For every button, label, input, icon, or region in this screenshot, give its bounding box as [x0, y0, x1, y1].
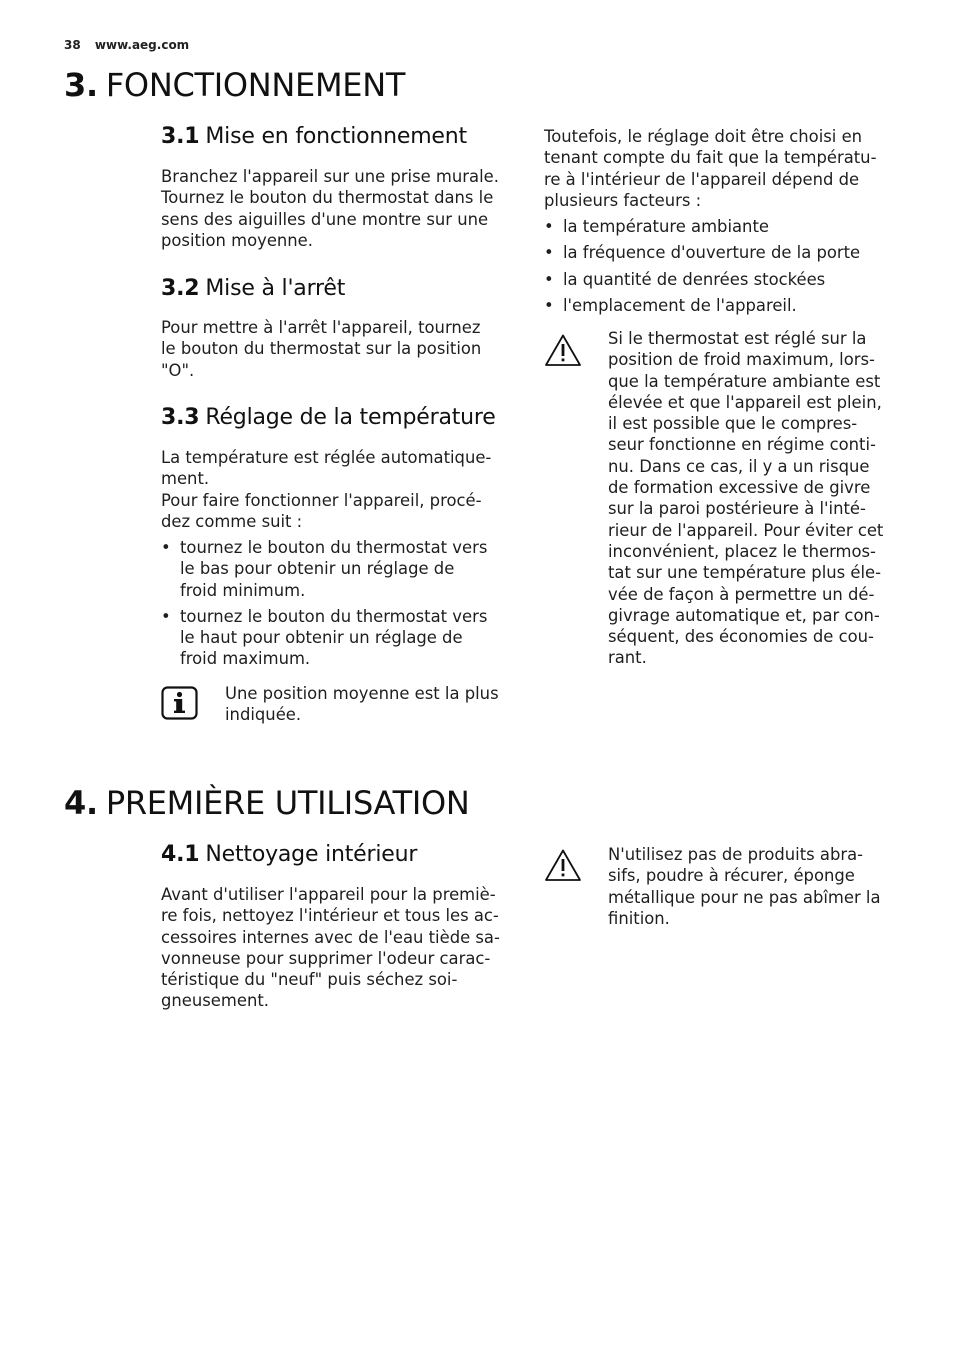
warning-line: inconvénient, placez le thermos-: [608, 541, 876, 561]
list-item-line: • tournez le bouton du thermostat vers: [180, 606, 488, 626]
subsection-3-3-heading-text: Réglage de la température: [205, 405, 496, 430]
subsection-4-1-heading-text: Nettoyage intérieur: [205, 842, 418, 867]
factors-bullet-list: [544, 216, 906, 321]
list-item-line: • tournez le bouton du thermostat vers: [180, 538, 488, 557]
warning-line: N'utilisez pas de produits abra-: [608, 845, 864, 864]
subsection-3-3-number: 3.3: [161, 405, 200, 430]
list-item: • la température ambiante: [544, 216, 906, 237]
temperature-factors-intro: [544, 126, 906, 211]
warning-line: rant.: [608, 648, 647, 668]
subsection-4-1-body: [161, 884, 521, 1012]
subsection-3-3-title: [161, 405, 521, 430]
section-4-number: 4.: [64, 784, 98, 822]
list-item: [161, 537, 521, 601]
info-icon: [161, 686, 198, 720]
subsection-3-2-body: [161, 317, 521, 381]
warning-line: seur fonctionne en régime conti-: [608, 435, 876, 455]
section-3-title: [64, 66, 405, 104]
body-line: le bouton du thermostat sur la position: [161, 339, 482, 359]
body-line: La température est réglée automatique-: [161, 448, 492, 467]
warning-line: Si le thermostat est réglé sur la: [608, 329, 867, 348]
thermostat-warning: [608, 328, 908, 669]
body-line: vonneuse pour supprimer l'odeur carac-: [161, 948, 491, 968]
list-item-line: froid maximum.: [180, 649, 311, 669]
warning-line: métallique pour ne pas abîmer la: [608, 887, 881, 907]
subsection-3-1-title: [161, 124, 521, 149]
section-4-title: [64, 784, 470, 822]
list-item: • la fréquence d'ouverture de la porte: [544, 242, 906, 263]
warning-line: sur la paroi postérieure à l'inté-: [608, 499, 866, 519]
section-3-number: 3.: [64, 66, 98, 104]
body-line: gneusement.: [161, 991, 269, 1011]
cleaning-warning: [608, 844, 908, 929]
body-line: sens des aiguilles d'une montre sur une: [161, 209, 489, 229]
list-item: • l'emplacement de l'appareil.: [544, 295, 906, 316]
info-note-line: Une position moyenne est la plus: [225, 684, 499, 703]
list-item: • la quantité de denrées stockées: [544, 269, 906, 290]
body-line: Pour mettre à l'arrêt l'appareil, tournez: [161, 318, 481, 337]
body-line: Toutefois, le réglage doit être choisi en: [544, 127, 863, 146]
warning-line: tat sur une température plus éle-: [608, 563, 882, 583]
list-item: [161, 606, 521, 670]
warning-line: élevée et que l'appareil est plein,: [608, 392, 882, 412]
list-item-line: froid minimum.: [180, 580, 306, 600]
warning-line: il est possible que le compres-: [608, 414, 858, 434]
subsection-3-1-body: [161, 166, 521, 251]
subsection-3-2-heading-text: Mise à l'arrêt: [205, 276, 346, 301]
subsection-4-1-number: 4.1: [161, 842, 200, 867]
subsection-3-1-heading-text: Mise en fonctionnement: [205, 124, 467, 149]
subsection-3-2-title: [161, 276, 521, 301]
info-note-line: indiquée.: [225, 705, 302, 725]
website-link[interactable]: www.aeg.com: [94, 38, 190, 52]
warning-triangle-icon: [544, 848, 582, 882]
subsection-4-1-title: [161, 842, 521, 867]
warning-line: sifs, poudre à récurer, éponge: [608, 866, 855, 886]
warning-line: séquent, des économies de cou-: [608, 627, 874, 647]
warning-line: position de froid maximum, lors-: [608, 350, 875, 370]
body-line: téristique du "neuf" puis séchez soi-: [161, 970, 458, 990]
body-line: re à l'intérieur de l'appareil dépend de: [544, 169, 860, 189]
body-line: cessoires internes avec de l'eau tiède sa-: [161, 927, 500, 947]
warning-line: vée de façon à permettre un dé-: [608, 584, 875, 604]
body-line: Branchez l'appareil sur une prise murale.: [161, 167, 499, 186]
info-note: [225, 683, 525, 726]
body-line: dez comme suit :: [161, 511, 303, 531]
body-line: Avant d'utiliser l'appareil pour la premiè-: [161, 885, 496, 904]
section-4-heading-text: PREMIÈRE UTILISATION: [105, 784, 470, 822]
subsection-3-2-number: 3.2: [161, 276, 200, 301]
list-item-line: le haut pour obtenir un réglage de: [180, 628, 463, 648]
body-line: tenant compte du fait que la températu-: [544, 148, 877, 168]
body-line: position moyenne.: [161, 230, 313, 250]
warning-line: finition.: [608, 908, 670, 928]
body-line: Pour faire fonctionner l'appareil, procé-: [161, 490, 482, 510]
warning-line: de formation excessive de givre: [608, 478, 871, 498]
warning-triangle-icon: [544, 333, 582, 367]
body-line: Tournez le bouton du thermostat dans le: [161, 188, 494, 208]
section-3-heading-text: FONCTIONNEMENT: [105, 66, 406, 104]
body-line: plusieurs facteurs :: [544, 190, 702, 210]
body-line: "O".: [161, 360, 195, 380]
body-line: re fois, nettoyez l'intérieur et tous les ac-: [161, 906, 499, 926]
subsection-3-1-number: 3.1: [161, 124, 200, 149]
page-number: 38: [64, 38, 81, 52]
page-header: [64, 38, 189, 52]
warning-line: rieur de l'appareil. Pour éviter cet: [608, 520, 884, 540]
thermostat-bullet-list: [161, 537, 521, 670]
warning-line: que la température ambiante est: [608, 371, 881, 391]
warning-line: givrage automatique et, par con-: [608, 605, 880, 625]
list-item-line: le bas pour obtenir un réglage de: [180, 559, 455, 579]
subsection-3-3-body: [161, 447, 521, 532]
warning-line: nu. Dans ce cas, il y a un risque: [608, 456, 870, 476]
body-line: ment.: [161, 469, 210, 489]
